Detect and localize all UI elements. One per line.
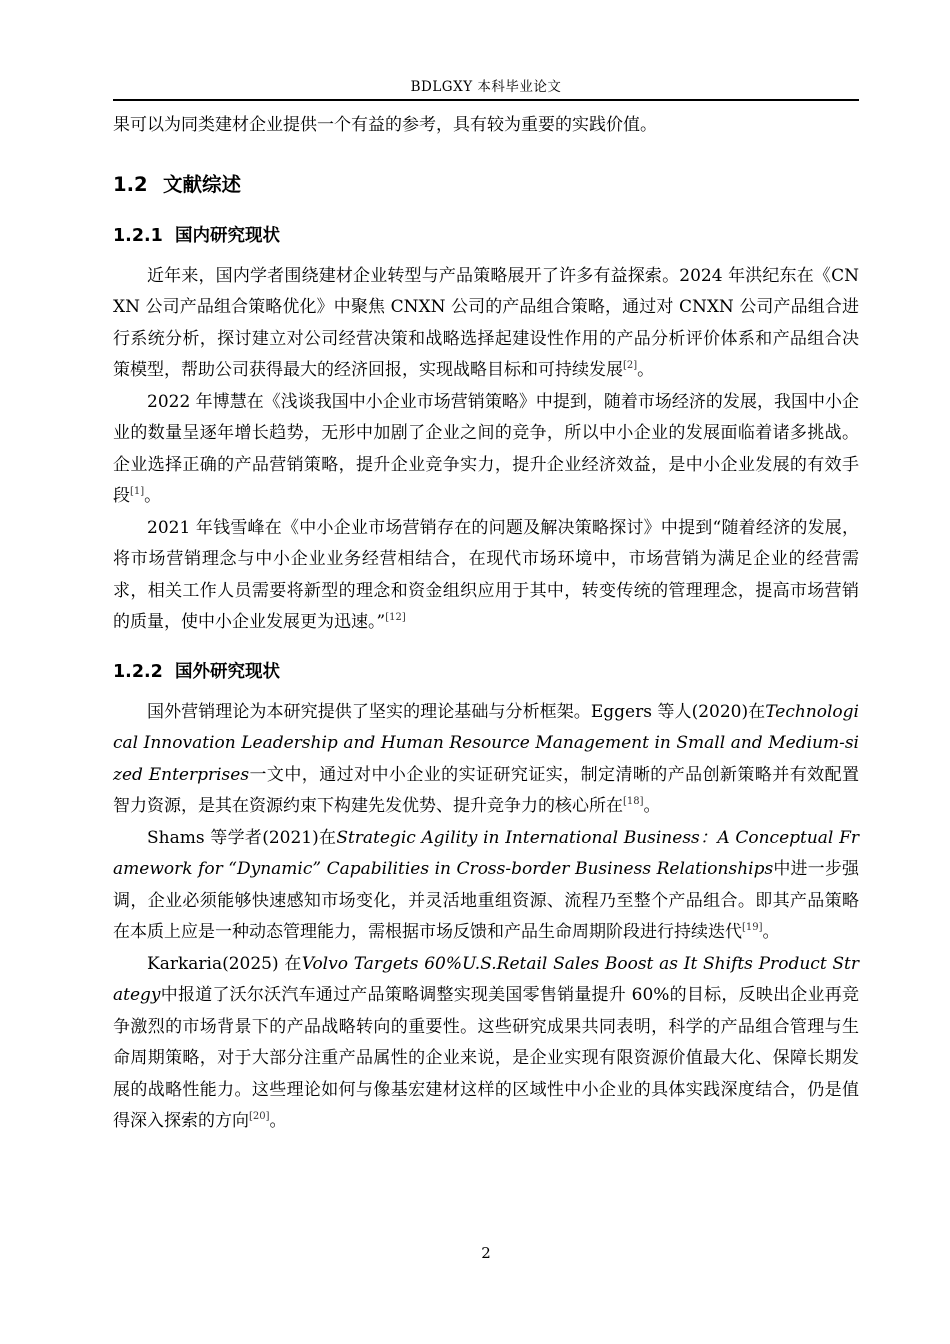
paragraph-intro-tail: 果可以为同类建材企业提供一个有益的参考，具有较为重要的实践价值。: [113, 115, 657, 135]
paragraph-end: 。: [643, 796, 661, 816]
subsection-number: 1.2.2: [113, 661, 163, 682]
citation: [12]: [385, 612, 406, 623]
citation: [2]: [623, 360, 638, 371]
section-title: 文献综述: [163, 172, 242, 196]
paper-title: Strategic Agility in International Business：A Conceptual Framework for “Dynamic” Capabilities in Cross-border Business Relationships: [113, 827, 859, 879]
subsection-number: 1.2.1: [113, 225, 163, 246]
paragraph-domestic-1: [113, 261, 859, 387]
paragraph-text: 中报道了沃尔沃汽车通过产品策略调整实现美国零售销量提升 60%的目标，反映出企业再竞争激烈的市场背景下的产品战略转向的重要性。这些研究成果共同表明，科学的产品组合管理与生命周期策略，对于大部分注重产品属性的企业来说，是企业实现有限资源价值最大化、保障长期发展的战略性能力。这些理论如何与像基宏建材这样的区域性中小企业的具体实践深度结合，仍是值得深入探索的方向: [113, 985, 859, 1131]
header-rule: [113, 99, 859, 101]
paragraph-text: 国外营销理论为本研究提供了坚实的理论基础与分析框架。Eggers 等人(2020)在: [147, 701, 766, 722]
paragraph-foreign-2: [113, 823, 859, 949]
subsection-title: 国内研究现状: [175, 225, 280, 246]
section-number: 1.2: [113, 172, 148, 196]
page-number: 2: [481, 1244, 491, 1262]
citation: [1]: [130, 486, 145, 497]
paragraph-text: 近年来，国内学者围绕建材企业转型与产品策略展开了许多有益探索。2024 年洪纪东在《CNXN 公司产品组合策略优化》中聚焦 CNXN 公司的产品组合策略，通过对 CNXN 公司产品组合进行系统分析，探讨建立对公司经营决策和战略选择起建设性作用的产品分析评价体系和产品组合决策模型，帮助公司获得最大的经济回报，实现战略目标和可持续发展: [113, 265, 859, 380]
citation: [19]: [742, 922, 763, 933]
paragraph-text: 一文中，通过对中小企业的实证研究证实，制定清晰的产品创新策略并有效配置智力资源，是其在资源约束下构建先发优势、提升竞争力的核心所在: [113, 764, 859, 816]
paragraph-end: 。: [637, 360, 655, 380]
citation: [18]: [623, 796, 644, 807]
paragraph-domestic-2: [113, 387, 859, 513]
page-body: [113, 110, 859, 1138]
paragraph-end: 。: [269, 1111, 287, 1131]
running-header: BDLGXY 本科毕业论文: [410, 79, 562, 95]
subsection-heading-foreign: [113, 659, 859, 685]
paragraph-text: 2022 年博慧在《浅谈我国中小企业市场营销策略》中提到，随着市场经济的发展，我国中小企业的数量呈逐年增长趋势，无形中加剧了企业之间的竞争，所以中小企业的发展面临着诸多挑战。企业选择正确的产品营销策略，提升企业竞争实力，提升企业经济效益，是中小企业发展的有效手段: [113, 391, 859, 506]
paragraph-text: 2021 年钱雪峰在《中小企业市场营销存在的问题及解决策略探讨》中提到“随着经济的发展，将市场营销理念与中小企业业务经营相结合，在现代市场环境中，市场营销为满足企业的经营需求，相关工作人员需要将新型的理念和资金组织应用于其中，转变传统的管理理念，提高市场营销的质量，使中小企业发展更为迅速。”: [113, 517, 859, 632]
citation: [20]: [249, 1111, 270, 1122]
subsection-heading-domestic: [113, 223, 859, 249]
paragraph-foreign-1: [113, 697, 859, 823]
paragraph-text: Karkaria(2025) 在: [147, 953, 302, 974]
paper-title: Technological Innovation Leadership and Human Resource Management in Small and Medium-sized Enterprises: [113, 701, 859, 785]
section-heading: [113, 172, 859, 198]
paragraph-text: 中进一步强调，企业必须能够快速感知市场变化，并灵活地重组资源、流程乃至整个产品组合。即其产品策略在本质上应是一种动态管理能力，需根据市场反馈和产品生命周期阶段进行持续迭代: [113, 859, 859, 942]
paragraph-foreign-3: [113, 949, 859, 1138]
paragraph-end: 。: [144, 486, 162, 506]
paragraph-text: Shams 等学者(2021)在: [147, 827, 337, 848]
paragraph-domestic-3: [113, 513, 859, 639]
subsection-title: 国外研究现状: [175, 661, 280, 682]
paragraph-end: 。: [762, 922, 780, 942]
paper-title: Volvo Targets 60%U.S.Retail Sales Boost as It Shifts Product Strategy: [113, 953, 860, 1005]
